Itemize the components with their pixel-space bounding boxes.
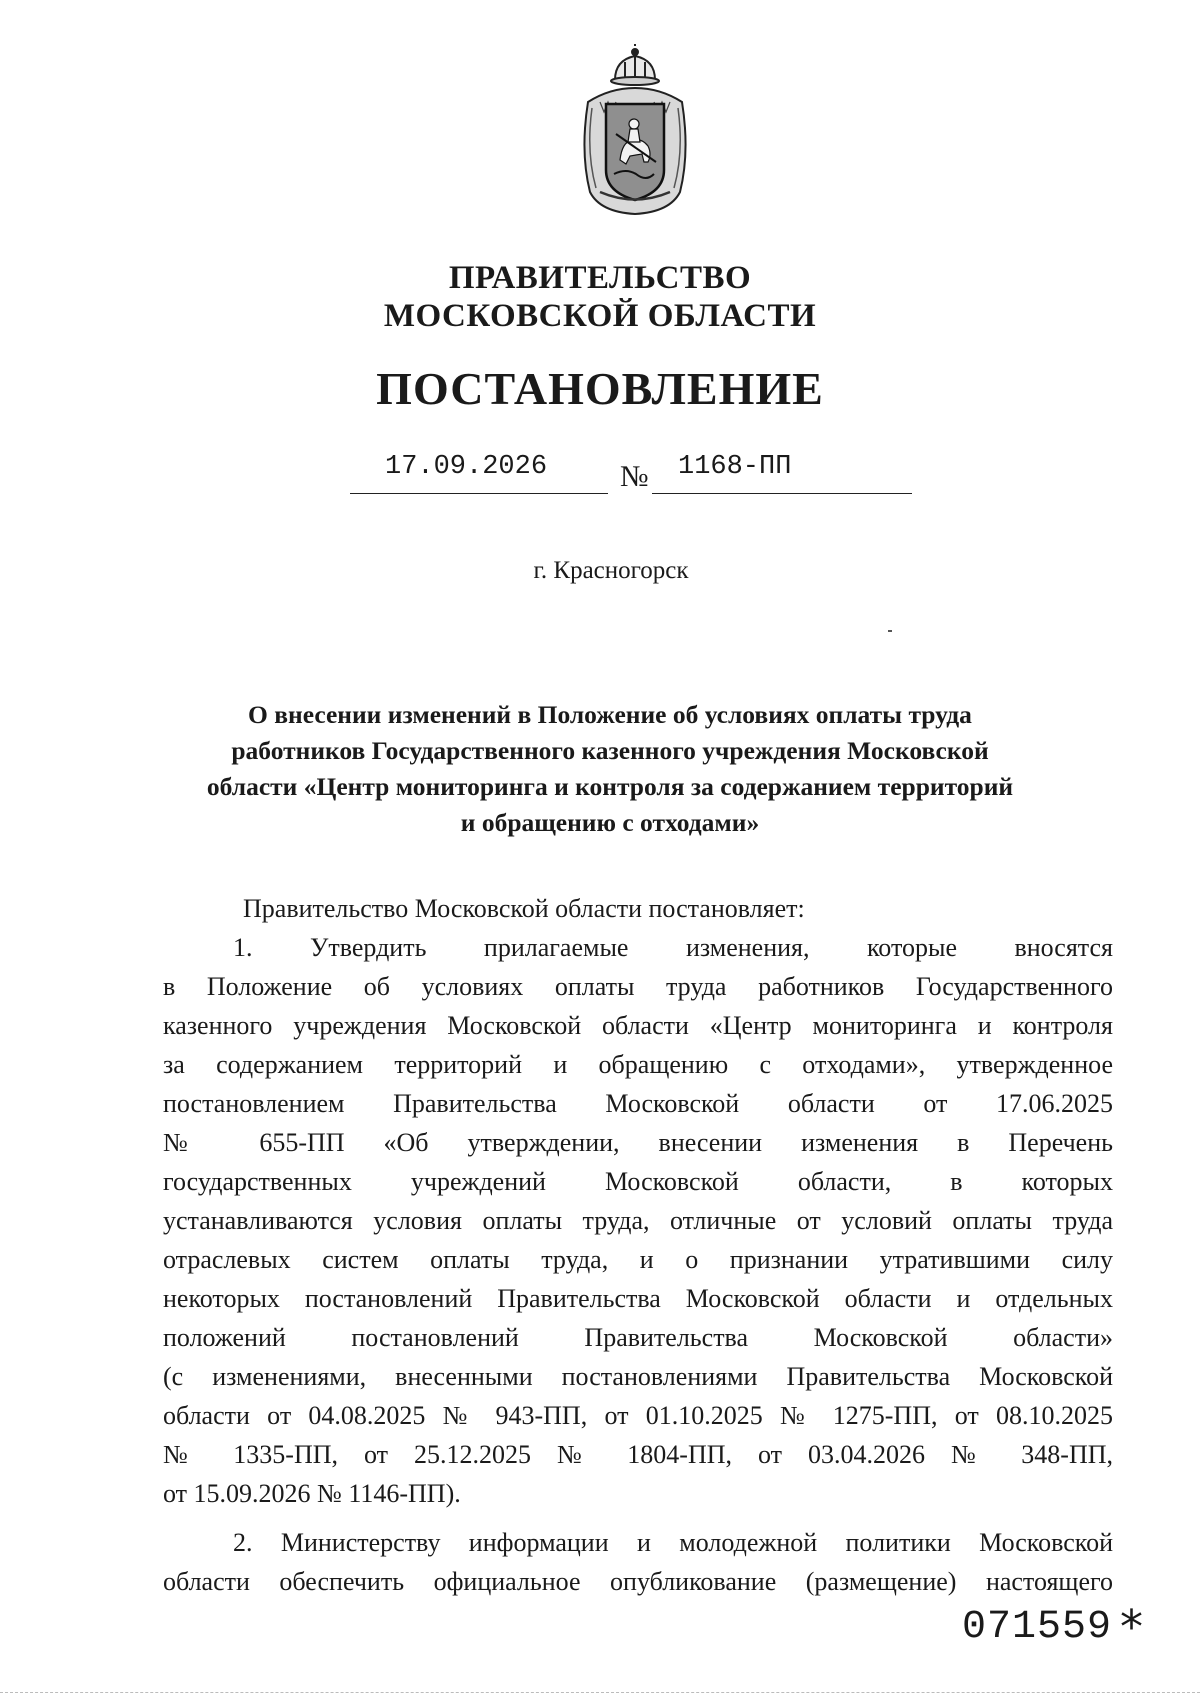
- item-2-line: 2. Министерству информации и молодежной политики Московской: [233, 1528, 1113, 1557]
- serial-number: 071559: [962, 1605, 1113, 1650]
- item-1-line: устанавливаются условия оплаты труда, отличные от условий оплаты труда: [163, 1206, 1113, 1235]
- page-bottom-edge: [0, 1692, 1200, 1693]
- star-mark: *: [1120, 1600, 1143, 1654]
- item-1-line: за содержанием территорий и обращению с отходами», утвержденное: [163, 1050, 1113, 1079]
- city: г. Красногорск: [533, 557, 689, 584]
- item-1-line: отраслевых систем оплаты труда, и о признании утратившими силу: [163, 1245, 1113, 1274]
- item-1-line: 1. Утвердить прилагаемые изменения, которые вносятся: [233, 933, 1113, 962]
- item-1-line: государственных учреждений Московской области, в которых: [163, 1167, 1113, 1196]
- organization-name-line-2: МОСКОВСКОЙ ОБЛАСТИ: [383, 298, 817, 334]
- item-1-line: № 1335-ПП, от 25.12.2025 № 1804-ПП, от 03.04.2026 № 348-ПП,: [163, 1440, 1113, 1469]
- item-1-line: постановлением Правительства Московской области от 17.06.2025: [163, 1089, 1113, 1118]
- item-1-line: № 655-ПП «Об утверждении, внесении изменения в Перечень: [163, 1128, 1113, 1157]
- document-title: [180, 697, 1040, 841]
- item-2-line: области обеспечить официальное опубликование (размещение) настоящего: [163, 1567, 1113, 1596]
- number-underline: [652, 493, 912, 494]
- number-sign: №: [620, 460, 649, 493]
- item-1-line: от 15.09.2026 № 1146-ПП).: [163, 1479, 461, 1508]
- item-1-line: (с изменениями, внесенными постановлениями Правительства Московской: [163, 1362, 1113, 1391]
- body-text: [163, 889, 1113, 1513]
- document-date: 17.09.2026: [385, 452, 548, 482]
- title-line: области «Центр мониторинга и контроля за содержанием территорий: [206, 772, 1014, 801]
- item-1-line: положений постановлений Правительства Московской области»: [163, 1323, 1113, 1352]
- item-1-line: некоторых постановлений Правительства Московской области и отдельных: [163, 1284, 1113, 1313]
- item-1-line: области от 04.08.2025 № 943-ПП, от 01.10.2025 № 1275-ПП, от 08.10.2025: [163, 1401, 1113, 1430]
- document-type: ПОСТАНОВЛЕНИЕ: [376, 363, 824, 414]
- date-underline: [350, 493, 608, 494]
- document-number: 1168-ПП: [678, 452, 792, 482]
- title-line: и обращению с отходами»: [460, 808, 760, 837]
- body-text-item-2: [163, 1523, 1113, 1601]
- coat-of-arms-icon: [570, 42, 700, 217]
- item-1-line: в Положение об условиях оплаты труда работников Государственного: [163, 972, 1113, 1001]
- scan-speck: [888, 630, 892, 632]
- preamble: Правительство Московской области постановляет:: [243, 894, 805, 923]
- item-1-line: казенного учреждения Московской области «Центр мониторинга и контроля: [163, 1011, 1113, 1040]
- title-line: О внесении изменений в Положение об условиях оплаты труда: [248, 700, 972, 729]
- organization-name-line-1: ПРАВИТЕЛЬСТВО: [448, 260, 752, 296]
- title-line: работников Государственного казенного учреждения Московской: [231, 736, 989, 765]
